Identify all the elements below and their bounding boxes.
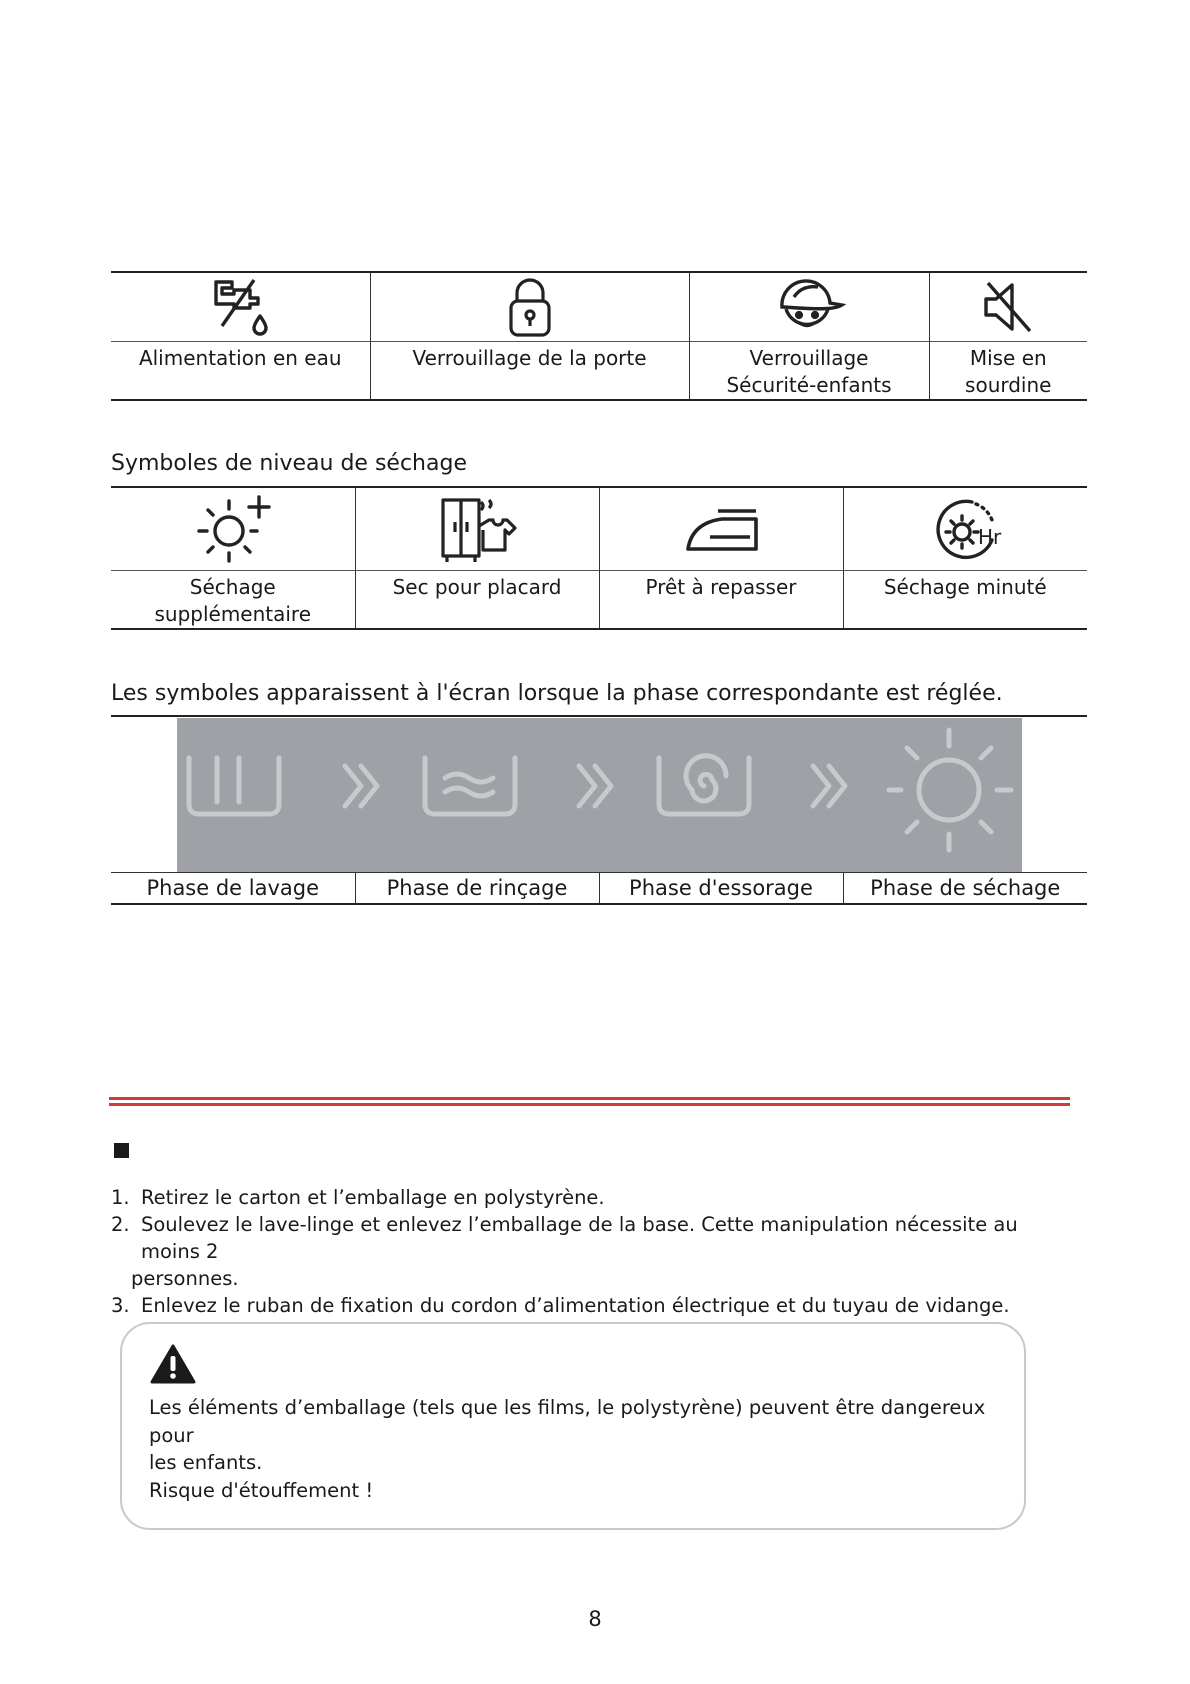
timed-dry-icon: [920, 492, 1010, 566]
section-divider-bottom: [109, 1103, 1070, 1106]
list-item: 3. Enlevez le ruban de fixation du cordon d’alimentation électrique et du tuyau de vidange.: [111, 1294, 1010, 1317]
phase-display-panel: [177, 718, 1022, 872]
warning-icon: [150, 1344, 196, 1384]
door-lock-label: Verrouillage de la porte: [370, 342, 689, 401]
timed-dry-label: Séchage minuté: [843, 571, 1087, 630]
cupboard-dry-label: Sec pour placard: [355, 571, 599, 630]
child-lock-icon: [772, 275, 846, 339]
drying-section-title: Symboles de niveau de séchage: [111, 451, 467, 476]
chevron-right-icon: [813, 766, 845, 806]
water-supply-icon: [210, 276, 270, 338]
chevron-right-icon: [345, 766, 377, 806]
door-lock-icon: [505, 275, 555, 339]
drying-symbols-table: [111, 486, 1087, 630]
phase-section-title: Les symboles apparaissent à l'écran lorsque la phase correspondante est réglée.: [111, 681, 1003, 706]
rinse-phase-icon: [425, 758, 515, 814]
mute-icon: [978, 277, 1038, 337]
door-lock-cell: [370, 272, 689, 342]
list-item-continuation: personnes.: [131, 1267, 239, 1290]
timed-dry-hr-text: Hr: [978, 525, 1002, 549]
timed-dry-cell: [843, 487, 1087, 571]
dry-phase-label: Phase de séchage: [843, 873, 1087, 905]
iron-dry-label: Prêt à repasser: [599, 571, 843, 630]
spin-phase-label: Phase d'essorage: [599, 873, 843, 905]
cupboard-dry-cell: [355, 487, 599, 571]
status-symbols-table: [111, 271, 1087, 401]
spin-phase-icon: [659, 756, 749, 814]
water-supply-label: Alimentation en eau: [111, 342, 370, 401]
mute-cell: [929, 272, 1087, 342]
extra-dry-label: Séchage supplémentaire: [111, 571, 355, 630]
wash-phase-icon: [189, 758, 279, 814]
rinse-phase-label: Phase de rinçage: [355, 873, 599, 905]
phase-labels-table: [111, 872, 1087, 905]
section-bullet-square: [114, 1143, 129, 1158]
list-item: 2. Soulevez le lave-linge et enlevez l’emballage de la base. Cette manipulation nécessite au moins 2: [111, 1213, 1018, 1263]
dry-phase-icon: [889, 730, 1011, 850]
phase-top-rule: [111, 715, 1087, 717]
water-supply-cell: [111, 272, 370, 342]
warning-text: Les éléments d’emballage (tels que les films, le polystyrène) peuvent être dangereux pour les enfants. Risque d'étouffement !: [149, 1396, 986, 1502]
unpacking-steps: [111, 1184, 1071, 1319]
list-item: 1. Retirez le carton et l’emballage en polystyrène.: [111, 1186, 605, 1209]
mute-label: Mise en sourdine: [929, 342, 1087, 401]
chevron-right-icon: [579, 766, 611, 806]
wash-phase-label: Phase de lavage: [111, 873, 355, 905]
iron-dry-cell: [599, 487, 843, 571]
child-lock-cell: [689, 272, 929, 342]
child-lock-label: Verrouillage Sécurité-enfants: [689, 342, 929, 401]
extra-dry-cell: [111, 487, 355, 571]
iron-dry-icon: [680, 501, 762, 557]
warning-box: [120, 1322, 1026, 1530]
page-number: 8: [588, 1607, 602, 1631]
section-divider-top: [109, 1097, 1070, 1100]
cupboard-dry-icon: [437, 494, 517, 564]
extra-dry-icon: [193, 491, 273, 567]
